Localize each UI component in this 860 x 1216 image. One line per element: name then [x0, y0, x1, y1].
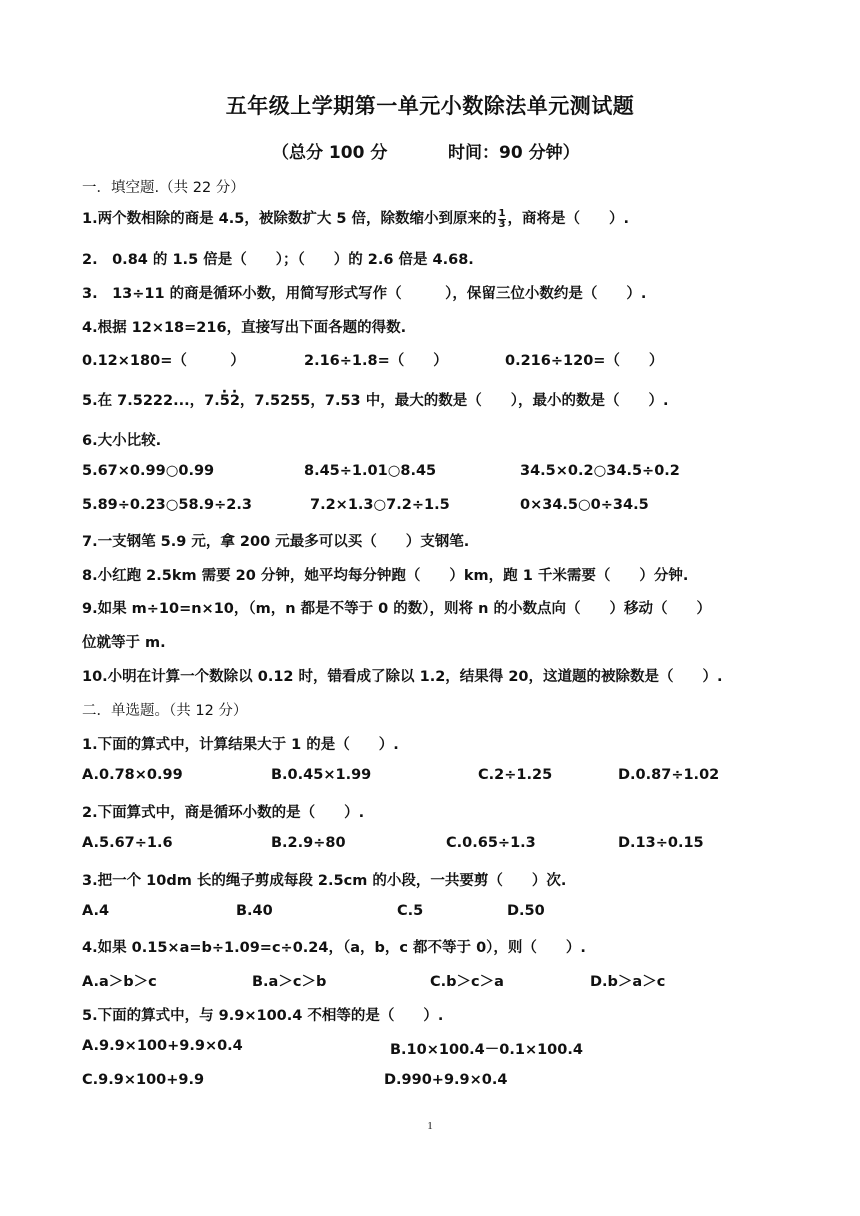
mc3-option-d: D.50	[507, 903, 545, 919]
subtitle-score: （总分 100 分	[272, 143, 388, 163]
mc2-option-c: C.0.65÷1.3	[446, 835, 536, 851]
question-4: 4.根据 12×18=216，直接写出下面各题的得数.	[82, 320, 407, 336]
mc1-option-a: A.0.78×0.99	[82, 767, 183, 783]
q6-row2-item-2: 7.2×1.3○7.2÷1.5	[310, 497, 450, 513]
mc-question-2: 2.下面算式中，商是循环小数的是（ ）.	[82, 805, 365, 821]
question-1-text-before: 1.两个数相除的商是 4.5，被除数扩大 5 倍，除数缩小到原来的	[82, 211, 497, 227]
question-7: 7.一支钢笔 5.9 元，拿 200 元最多可以买（ ）支钢笔.	[82, 534, 470, 550]
mc4-option-c: C.b＞c＞a	[430, 974, 504, 990]
mc-question-1: 1.下面的算式中，计算结果大于 1 的是（ ）.	[82, 737, 399, 753]
repeating-digit-1: · 5	[220, 393, 230, 409]
question-9-line-2: 位就等于 m.	[82, 635, 166, 651]
question-8: 8.小红跑 2.5km 需要 20 分钟，她平均每分钟跑（ ）km，跑 1 千米需要（ ）分钟.	[82, 568, 689, 584]
q6-row2-item-1: 5.89÷0.23○58.9÷2.3	[82, 497, 252, 513]
q6-row1-item-2: 8.45÷1.01○8.45	[304, 463, 437, 479]
mc2-option-d: D.13÷0.15	[618, 835, 704, 851]
mc3-option-a: A.4	[82, 903, 110, 919]
mc4-option-b: B.a＞c＞b	[252, 974, 327, 990]
question-10: 10.小明在计算一个数除以 0.12 时，错看成了除以 1.2，结果得 20，这道题的被除数是（ ）.	[82, 669, 723, 685]
fraction-denominator: 3	[498, 218, 506, 230]
q6-row1-item-3: 34.5×0.2○34.5÷0.2	[520, 463, 680, 479]
q6-row1-item-1: 5.67×0.99○0.99	[82, 463, 215, 479]
q4-item-3: 0.216÷120=（ ）	[505, 353, 664, 369]
q4-item-2: 2.16÷1.8=（ ）	[304, 353, 448, 369]
question-9-line-1: 9.如果 m÷10=n×10，（m，n 都是不等于 0 的数），则将 n 的小数点向（ ）移动（ ）	[82, 601, 711, 617]
section-fill-in-title: 一．填空题.（共 22 分）	[82, 180, 245, 196]
mc5-option-a: A.9.9×100+9.9×0.4	[82, 1038, 243, 1054]
question-5-text-before: 5.在 7.5222...，7.	[82, 393, 220, 409]
question-6: 6.大小比较.	[82, 433, 162, 449]
question-5-text-after: ，7.5255，7.53 中，最大的数是（ ），最小的数是（ ）.	[239, 393, 669, 409]
mc2-option-b: B.2.9÷80	[271, 835, 346, 851]
section-multiple-choice-title: 二．单选题。（共 12 分）	[82, 703, 248, 719]
repeating-digit-2: · 2	[230, 393, 240, 409]
mc3-option-b: B.40	[236, 903, 273, 919]
question-1-text-after: ，商将是（ ）.	[507, 211, 629, 227]
fraction-numerator: 1	[498, 207, 506, 219]
page-title: 五年级上学期第一单元小数除法单元测试题	[225, 93, 635, 118]
fraction-one-third	[498, 209, 507, 230]
mc4-option-a: A.a＞b＞c	[82, 974, 157, 990]
question-3: 3. 13÷11 的商是循环小数，用简写形式写作（ ），保留三位小数约是（ ）.	[82, 286, 647, 302]
mc5-option-b: B.10×100.4－0.1×100.4	[390, 1042, 583, 1058]
question-2: 2. 0.84 的 1.5 倍是（ ）；（ ）的 2.6 倍是 4.68.	[82, 252, 474, 268]
mc1-option-b: B.0.45×1.99	[271, 767, 372, 783]
q6-row2-item-3: 0×34.5○0÷34.5	[520, 497, 649, 513]
mc3-option-c: C.5	[397, 903, 424, 919]
page-number: 1	[427, 1120, 433, 1132]
mc-question-4: 4.如果 0.15×a=b÷1.09=c÷0.24，（a，b，c 都不等于 0），则（ ）.	[82, 940, 586, 956]
question-1	[82, 207, 629, 230]
mc2-option-a: A.5.67÷1.6	[82, 835, 173, 851]
question-5	[82, 389, 668, 410]
mc-question-3: 3.把一个 10dm 长的绳子剪成每段 2.5cm 的小段，一共要剪（ ）次.	[82, 873, 567, 889]
mc1-option-d: D.0.87÷1.02	[618, 767, 720, 783]
q4-item-1: 0.12×180=（ ）	[82, 353, 245, 369]
mc5-option-d: D.990+9.9×0.4	[384, 1072, 508, 1088]
mc5-option-c: C.9.9×100+9.9	[82, 1072, 205, 1088]
mc1-option-c: C.2÷1.25	[478, 767, 553, 783]
mc-question-5: 5.下面的算式中，与 9.9×100.4 不相等的是（ ）.	[82, 1008, 444, 1024]
subtitle-time: 时间：90 分钟）	[448, 143, 580, 163]
mc4-option-d: D.b＞a＞c	[590, 974, 666, 990]
